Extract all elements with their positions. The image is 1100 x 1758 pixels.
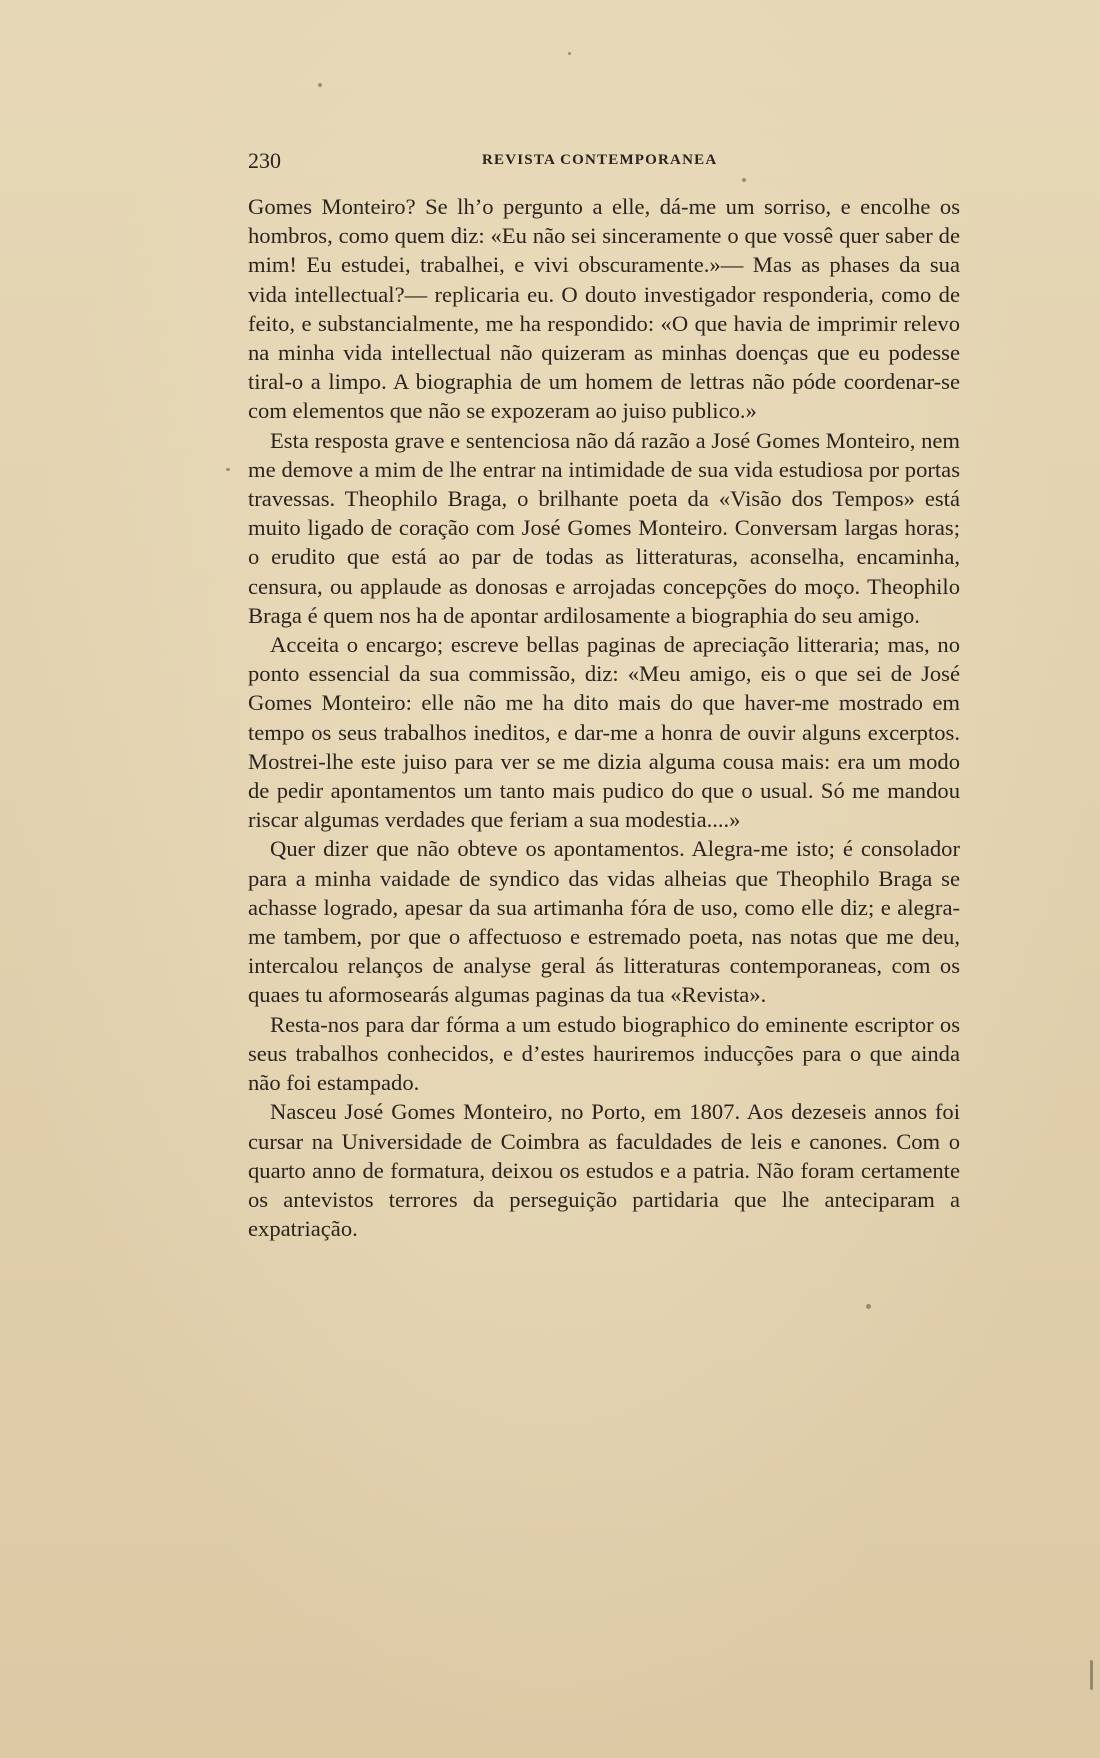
paragraph: Resta-nos para dar fórma a um estudo biographico do eminente escriptor os seus trabalhos conhecidos, e d’estes hauriremos inducções para o que ainda não foi estampado. [248,1011,960,1096]
running-head [248,148,960,178]
page-number: 230 [248,148,281,173]
paper-speck [742,178,746,182]
body-text [248,192,960,1243]
paper-speck [1090,1660,1093,1690]
paper-speck [318,83,322,87]
paper-speck [568,52,571,55]
paragraph: Esta resposta grave e sentenciosa não dá razão a José Gomes Monteiro, nem me demove a mim de lhe entrar na intimidade de sua vida estudiosa por portas travessas. Theophilo Braga, o brilhante poeta da «Visão dos Tempos» está muito ligado de coração com José Gomes Monteiro. Conversam largas horas; o erudito que está ao par de todas as litteraturas, aconselha, encaminha, censura, ou applaude as donosas e arrojadas concepções do moço. Theophilo Braga é quem nos ha de apontar ardilosamente a biographia do seu amigo. [248,427,960,628]
paragraph: Nasceu José Gomes Monteiro, no Porto, em 1807. Aos dezeseis annos foi cursar na Universidade de Coimbra as faculdades de leis e canones. Com o quarto anno de formatura, deixou os estudos e a patria. Não foram certamente os antevistos terrores da perseguição partidaria que lhe anteciparam a expatriação. [248,1099,960,1242]
paragraph: Quer dizer que não obteve os apontamentos. Alegra-me isto; é consolador para a minha vaidade de syndico das vidas alheias que Theophilo Braga se achasse logrado, apesar da sua artimanha fóra de uso, como elle diz; e alegra-me tambem, por que o affectuoso e estremado poeta, nas notas que me deu, intercalou relanços de analyse geral ás litteraturas contemporaneas, com os quaes tu aformosearás algumas paginas da tua «Revista». [248,836,960,1008]
paragraph: Gomes Monteiro? Se lh’o pergunto a elle, dá-me um sorriso, e encolhe os hombros, como quem diz: «Eu não sei sinceramente o que vossê quer saber de mim! Eu estudei, trabalhei, e vivi obscuramente.»— Mas as phases da sua vida intellectual?— replicaria eu. O douto investigador responderia, como de feito, e substancialmente, me ha respondido: «O que havia de imprimir relevo na minha vida intellectual não quizeram as minhas doenças que eu podesse tiral-o a limpo. A biographia de um homem de lettras não póde coordenar-se com elementos que não se expozeram ao juiso publico.» [248,194,960,424]
journal-title: REVISTA CONTEMPORANEA [482,152,718,168]
paragraph: Acceita o encargo; escreve bellas paginas de apreciação litteraria; mas, no ponto essencial da sua commissão, diz: «Meu amigo, eis o que sei de José Gomes Monteiro: elle não me ha dito mais do que haver-me mostrado em tempo os seus trabalhos ineditos, e dar-me a honra de ouvir alguns excerptos. Mostrei-lhe este juiso para ver se me dizia alguma cousa mais: era um modo de pedir apontamentos um tanto mais pudico do que o usual. Só me mandou riscar algumas verdades que feriam a sua modestia....» [248,632,960,833]
paper-speck [226,468,230,471]
paper-speck [866,1304,871,1309]
